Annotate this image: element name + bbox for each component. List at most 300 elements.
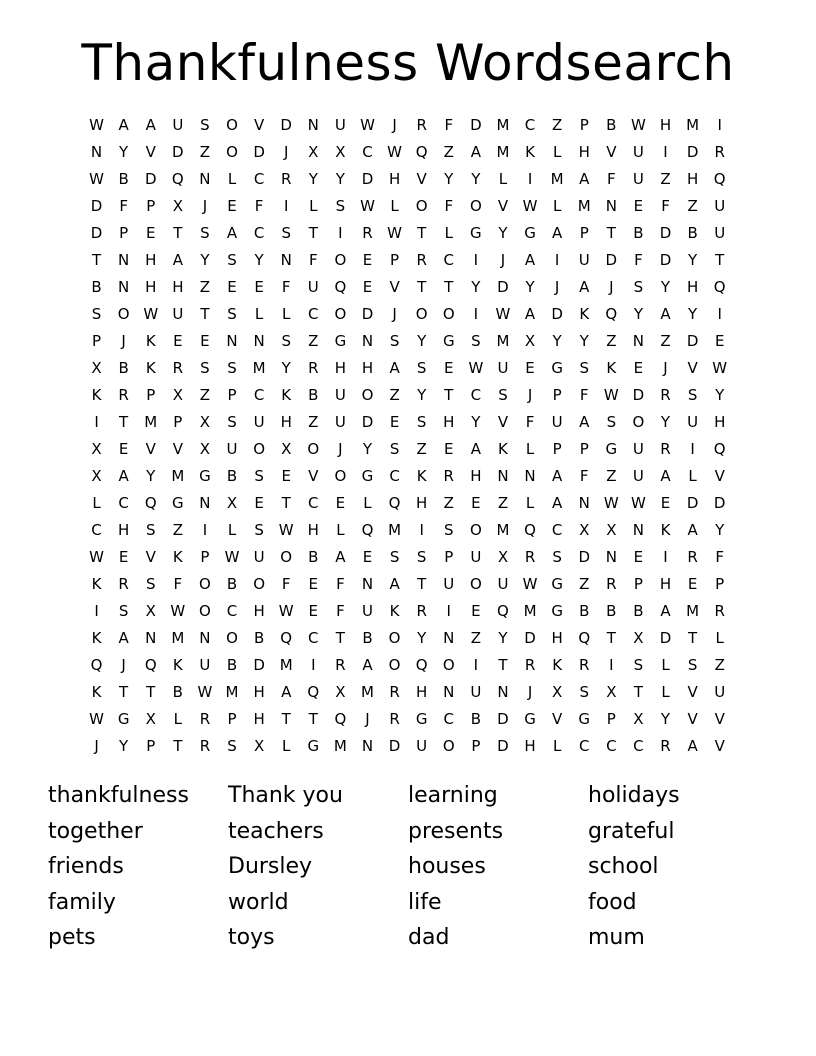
grid-letter: E: [471, 494, 481, 512]
grid-letter: V: [687, 359, 698, 377]
grid-letter: R: [389, 710, 400, 728]
grid-letter: J: [365, 710, 370, 728]
grid-letter: E: [335, 494, 346, 512]
grid-letter: G: [470, 224, 482, 242]
grid-letter: N: [632, 332, 645, 350]
grid-letter: P: [146, 737, 156, 755]
grid-row: [83, 247, 735, 274]
grid-letter: E: [660, 494, 671, 512]
grid-letter: P: [119, 224, 129, 242]
grid-letter: M: [171, 629, 185, 647]
word-item: grateful: [588, 818, 675, 844]
grid-letter: R: [660, 737, 671, 755]
grid-letter: Q: [415, 656, 428, 674]
grid-letter: S: [606, 413, 617, 431]
grid-letter: H: [253, 710, 265, 728]
grid-letter: T: [498, 656, 508, 674]
grid-letter: E: [145, 224, 156, 242]
grid-letter: J: [609, 278, 614, 296]
grid-letter: B: [579, 602, 590, 620]
grid-letter: B: [633, 602, 644, 620]
grid-letter: E: [687, 575, 698, 593]
grid-letter: L: [363, 494, 372, 512]
word-item: houses: [408, 854, 486, 879]
grid-letter: D: [659, 629, 672, 647]
grid-letter: W: [278, 602, 294, 620]
grid-letter: D: [388, 737, 401, 755]
grid-letter: I: [283, 197, 289, 215]
grid-letter: P: [227, 710, 237, 728]
grid-letter: D: [172, 143, 184, 161]
word-item: food: [588, 889, 637, 915]
grid-letter: K: [552, 656, 563, 674]
grid-letter: N: [199, 494, 211, 512]
grid-letter: X: [335, 143, 346, 161]
grid-letter: N: [632, 521, 645, 539]
grid-row: [83, 112, 735, 139]
grid-letter: H: [578, 143, 590, 161]
grid-letter: P: [579, 440, 589, 458]
grid-letter: L: [525, 494, 535, 512]
grid-row: [83, 274, 735, 301]
grid-letter: G: [199, 467, 211, 485]
grid-letter: Y: [471, 413, 481, 431]
grid-letter: C: [443, 251, 454, 269]
grid-letter: U: [714, 683, 726, 701]
grid-letter: B: [606, 602, 617, 620]
grid-letter: G: [361, 467, 374, 485]
grid-letter: T: [688, 629, 698, 647]
grid-letter: U: [416, 737, 428, 755]
grid-letter: N: [524, 467, 536, 485]
grid-letter: I: [554, 251, 560, 269]
word-item: mum: [588, 925, 645, 950]
grid-letter: H: [524, 737, 536, 755]
grid-letter: B: [308, 386, 319, 404]
grid-letter: A: [389, 359, 400, 377]
grid-letter: O: [253, 575, 266, 593]
grid-letter: T: [606, 629, 616, 647]
grid-letter: Y: [335, 170, 345, 188]
grid-letter: R: [362, 224, 373, 242]
grid-letter: W: [468, 359, 484, 377]
grid-letter: Q: [361, 521, 374, 539]
grid-letter: V: [416, 170, 427, 188]
grid-letter: D: [632, 386, 645, 404]
grid-letter: B: [308, 548, 319, 566]
grid-letter: Y: [715, 521, 725, 539]
grid-letter: A: [389, 575, 400, 593]
grid-letter: F: [715, 548, 725, 566]
page-title: Thankfulness Wordsearch: [81, 34, 735, 92]
grid-letter: Y: [362, 440, 373, 458]
grid-letter: B: [470, 710, 481, 728]
grid-letter: Q: [171, 170, 184, 188]
grid-letter: M: [225, 683, 239, 701]
grid-letter: D: [686, 494, 699, 512]
grid-letter: A: [579, 170, 590, 188]
grid-letter: W: [197, 683, 213, 701]
grid-letter: H: [253, 683, 265, 701]
grid-letter: I: [94, 602, 99, 620]
grid-letter: F: [173, 575, 183, 593]
grid-letter: R: [172, 359, 184, 377]
grid-letter: A: [552, 467, 563, 485]
grid-letter: D: [659, 251, 672, 269]
grid-letter: L: [525, 440, 535, 458]
grid-letter: P: [606, 710, 616, 728]
grid-letter: X: [579, 521, 590, 539]
grid-letter: O: [442, 656, 455, 674]
grid-letter: X: [172, 386, 183, 404]
grid-letter: F: [607, 170, 616, 188]
grid-letter: V: [389, 278, 400, 296]
grid-letter: V: [714, 710, 725, 728]
grid-letter: Y: [417, 332, 427, 350]
grid-row: [83, 166, 735, 193]
grid-letter: U: [470, 683, 482, 701]
grid-letter: Z: [199, 143, 211, 161]
grid-letter: S: [200, 359, 210, 377]
grid-letter: N: [280, 251, 292, 269]
grid-letter: S: [227, 737, 237, 755]
grid-letter: U: [253, 413, 265, 431]
grid-letter: T: [417, 278, 427, 296]
grid-letter: J: [527, 386, 533, 404]
grid-letter: M: [577, 197, 591, 215]
grid-letter: R: [579, 656, 590, 674]
grid-letter: S: [389, 332, 400, 350]
grid-row: [83, 301, 735, 328]
grid-letter: C: [253, 386, 265, 404]
grid-letter: U: [253, 548, 265, 566]
word-column: [588, 778, 763, 956]
grid-letter: Z: [606, 332, 617, 350]
grid-letter: R: [280, 170, 292, 188]
grid-letter: N: [578, 494, 590, 512]
grid-letter: B: [606, 116, 617, 134]
grid-letter: I: [311, 656, 316, 674]
grid-letter: Y: [308, 170, 318, 188]
grid-letter: F: [444, 197, 454, 215]
grid-letter: D: [361, 413, 374, 431]
grid-letter: P: [92, 332, 102, 350]
grid-letter: T: [281, 710, 291, 728]
word-item: teachers: [228, 818, 324, 844]
grid-letter: Y: [146, 467, 156, 485]
grid-letter: S: [254, 521, 264, 539]
grid-letter: M: [144, 413, 158, 431]
grid-letter: X: [524, 332, 536, 350]
grid-letter: I: [609, 656, 614, 674]
grid-letter: Y: [281, 359, 291, 377]
grid-letter: U: [632, 467, 644, 485]
grid-letter: Y: [688, 251, 698, 269]
grid-letter: C: [470, 386, 482, 404]
grid-letter: Z: [308, 332, 319, 350]
grid-letter: M: [496, 116, 510, 134]
grid-row: [83, 355, 735, 382]
grid-letter: O: [280, 548, 293, 566]
grid-letter: A: [579, 278, 590, 296]
grid-letter: N: [361, 737, 374, 755]
grid-letter: P: [200, 548, 210, 566]
grid-letter: L: [309, 197, 318, 215]
grid-letter: P: [173, 413, 183, 431]
grid-letter: E: [362, 251, 373, 269]
grid-letter: S: [633, 656, 644, 674]
grid-letter: L: [282, 737, 291, 755]
grid-letter: S: [416, 359, 427, 377]
grid-letter: T: [606, 224, 616, 242]
grid-letter: Y: [119, 143, 129, 161]
grid-letter: L: [552, 197, 562, 215]
grid-letter: E: [362, 548, 373, 566]
grid-letter: U: [632, 143, 644, 161]
grid-letter: W: [387, 143, 402, 161]
grid-letter: U: [334, 386, 346, 404]
grid-letter: X: [633, 629, 644, 647]
grid-letter: V: [145, 143, 156, 161]
grid-letter: A: [524, 305, 536, 323]
grid-letter: S: [227, 305, 237, 323]
grid-letter: C: [443, 710, 454, 728]
grid-letter: M: [686, 116, 700, 134]
grid-letter: L: [336, 521, 345, 539]
word-item: life: [408, 889, 442, 915]
grid-letter: Q: [144, 656, 157, 674]
grid-letter: O: [199, 575, 211, 593]
word-item: presents: [408, 818, 504, 844]
grid-letter: Z: [389, 386, 400, 404]
grid-letter: Z: [470, 629, 481, 647]
grid-letter: S: [389, 548, 400, 566]
grid-letter: W: [631, 116, 646, 134]
grid-letter: R: [606, 575, 617, 593]
word-item: learning: [408, 783, 498, 808]
grid-letter: E: [118, 440, 129, 458]
grid-letter: H: [416, 683, 428, 701]
grid-letter: T: [633, 683, 643, 701]
grid-row: [83, 652, 735, 679]
grid-letter: H: [551, 629, 563, 647]
grid-letter: O: [469, 197, 482, 215]
grid-letter: U: [632, 170, 644, 188]
grid-letter: H: [470, 467, 482, 485]
grid-letter: D: [686, 143, 699, 161]
grid-letter: D: [578, 548, 591, 566]
grid-letter: N: [307, 116, 319, 134]
grid-letter: Z: [714, 656, 725, 674]
grid-letter: J: [202, 197, 208, 215]
grid-letter: I: [473, 251, 479, 269]
grid-letter: R: [416, 602, 427, 620]
grid-letter: C: [578, 737, 590, 755]
grid-letter: E: [633, 548, 644, 566]
grid-letter: H: [172, 278, 184, 296]
grid-letter: E: [173, 332, 183, 350]
grid-letter: B: [226, 467, 238, 485]
grid-row: [83, 328, 735, 355]
grid-letter: U: [307, 278, 319, 296]
grid-letter: O: [361, 386, 374, 404]
grid-letter: X: [335, 683, 346, 701]
grid-letter: O: [226, 116, 238, 134]
grid-letter: R: [118, 386, 129, 404]
grid-letter: W: [89, 710, 104, 728]
grid-letter: H: [686, 170, 699, 188]
grid-letter: D: [605, 251, 618, 269]
grid-letter: A: [172, 251, 183, 269]
grid-letter: E: [308, 575, 319, 593]
grid-letter: R: [199, 710, 211, 728]
grid-letter: K: [145, 359, 156, 377]
grid-letter: S: [687, 656, 698, 674]
grid-letter: T: [91, 251, 102, 269]
grid-letter: T: [308, 710, 318, 728]
grid-letter: R: [660, 386, 671, 404]
grid-letter: O: [469, 575, 482, 593]
word-item: holidays: [588, 783, 680, 808]
grid-letter: K: [172, 548, 183, 566]
grid-letter: Q: [90, 656, 103, 674]
grid-letter: G: [551, 359, 563, 377]
grid-letter: E: [227, 278, 237, 296]
grid-letter: H: [659, 575, 672, 593]
grid-letter: B: [226, 656, 238, 674]
grid-letter: L: [715, 629, 724, 647]
grid-letter: I: [663, 143, 668, 161]
grid-letter: Y: [444, 170, 454, 188]
grid-letter: K: [172, 656, 183, 674]
grid-letter: N: [443, 629, 455, 647]
grid-letter: H: [714, 413, 726, 431]
grid-letter: T: [173, 224, 183, 242]
grid-letter: E: [444, 440, 454, 458]
grid-letter: R: [660, 440, 671, 458]
grid-letter: A: [118, 629, 129, 647]
grid-letter: O: [415, 197, 428, 215]
grid-letter: T: [281, 494, 291, 512]
grid-letter: O: [334, 305, 347, 323]
grid-letter: P: [633, 575, 643, 593]
grid-letter: U: [172, 116, 184, 134]
grid-letter: D: [361, 305, 374, 323]
grid-letter: Z: [497, 494, 509, 512]
grid-letter: Q: [713, 170, 726, 188]
grid-letter: R: [524, 548, 536, 566]
grid-letter: N: [361, 332, 374, 350]
grid-letter: E: [389, 413, 400, 431]
grid-letter: Y: [417, 629, 427, 647]
grid-letter: K: [281, 386, 292, 404]
grid-letter: D: [713, 494, 726, 512]
grid-letter: P: [715, 575, 725, 593]
grid-letter: E: [254, 494, 264, 512]
grid-letter: K: [91, 386, 102, 404]
grid-letter: R: [714, 143, 725, 161]
grid-letter: V: [172, 440, 183, 458]
grid-letter: W: [631, 494, 646, 512]
grid-letter: W: [360, 116, 375, 134]
grid-letter: G: [334, 332, 347, 350]
grid-letter: Y: [688, 305, 698, 323]
grid-letter: Q: [497, 602, 509, 620]
grid-letter: O: [388, 629, 401, 647]
grid-letter: O: [334, 251, 347, 269]
grid-letter: R: [524, 656, 536, 674]
grid-letter: W: [495, 305, 511, 323]
grid-letter: C: [118, 494, 129, 512]
grid-letter: Q: [713, 278, 726, 296]
grid-letter: I: [419, 521, 424, 539]
grid-letter: K: [91, 575, 102, 593]
grid-letter: B: [118, 170, 129, 188]
grid-letter: S: [579, 359, 589, 377]
grid-letter: L: [552, 143, 562, 161]
grid-letter: H: [659, 116, 672, 134]
grid-letter: W: [89, 548, 104, 566]
grid-letter: F: [634, 251, 643, 269]
word-item: family: [48, 889, 116, 915]
grid-letter: E: [714, 332, 725, 350]
grid-row: [83, 598, 735, 625]
grid-letter: D: [686, 332, 699, 350]
grid-letter: B: [633, 224, 644, 242]
grid-letter: R: [416, 116, 427, 134]
grid-letter: T: [417, 575, 427, 593]
grid-letter: S: [687, 386, 698, 404]
grid-letter: C: [308, 305, 319, 323]
grid-letter: O: [117, 305, 130, 323]
grid-row: [83, 490, 735, 517]
grid-letter: K: [579, 305, 590, 323]
grid-letter: F: [308, 251, 318, 269]
grid-letter: K: [416, 467, 427, 485]
grid-letter: Y: [633, 305, 643, 323]
grid-letter: S: [471, 332, 481, 350]
word-item: dad: [408, 925, 450, 950]
grid-letter: D: [361, 170, 374, 188]
grid-letter: G: [551, 575, 563, 593]
grid-letter: U: [687, 413, 699, 431]
grid-letter: D: [497, 710, 509, 728]
grid-letter: B: [687, 224, 698, 242]
grid-letter: F: [444, 116, 454, 134]
grid-row: [83, 436, 735, 463]
grid-letter: I: [473, 656, 479, 674]
grid-letter: S: [579, 683, 589, 701]
grid-letter: A: [552, 494, 563, 512]
grid-letter: Z: [552, 116, 563, 134]
grid-letter: O: [388, 656, 401, 674]
grid-letter: W: [522, 197, 538, 215]
grid-letter: U: [361, 602, 373, 620]
grid-letter: Q: [415, 143, 428, 161]
grid-letter: X: [199, 413, 211, 431]
grid-letter: V: [253, 116, 265, 134]
grid-letter: Z: [443, 494, 454, 512]
grid-letter: V: [308, 467, 319, 485]
grid-letter: A: [660, 602, 671, 620]
grid-letter: S: [91, 305, 102, 323]
grid-row: [83, 571, 735, 598]
grid-letter: S: [227, 251, 237, 269]
grid-letter: O: [442, 305, 455, 323]
grid-letter: H: [253, 602, 265, 620]
grid-letter: Z: [687, 197, 698, 215]
grid-letter: M: [279, 656, 293, 674]
